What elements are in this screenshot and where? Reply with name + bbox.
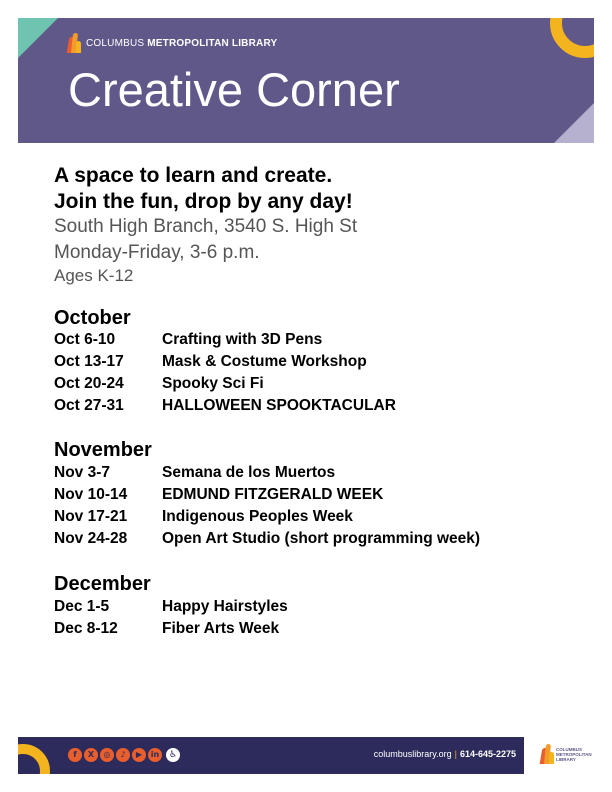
yellow-ring-shape bbox=[18, 744, 50, 774]
event-dates: Dec 8-12 bbox=[54, 620, 118, 637]
event-title: Happy Hairstyles bbox=[162, 598, 288, 615]
schedule-row bbox=[54, 375, 574, 395]
event-dates: Oct 20-24 bbox=[54, 375, 124, 392]
logo-wordmark: COLUMBUS METROPOLITAN LIBRARY bbox=[86, 37, 278, 49]
flame-logo-icon bbox=[541, 744, 553, 764]
schedule-row bbox=[54, 464, 574, 484]
accessibility-icon[interactable]: ♿ bbox=[166, 748, 180, 762]
event-title: EDMUND FITZGERALD WEEK bbox=[162, 486, 384, 503]
linkedin-icon[interactable]: in bbox=[148, 748, 162, 762]
event-dates: Oct 13-17 bbox=[54, 353, 124, 370]
event-title: HALLOWEEN SPOOKTACULAR bbox=[162, 397, 396, 414]
schedule-row bbox=[54, 508, 574, 528]
x-icon[interactable]: X bbox=[84, 748, 98, 762]
tiktok-icon[interactable]: ♪ bbox=[116, 748, 130, 762]
event-dates: Oct 27-31 bbox=[54, 397, 124, 414]
tagline-line-2: Join the fun, drop by any day! bbox=[54, 190, 353, 213]
event-title: Semana de los Muertos bbox=[162, 464, 336, 481]
hours-text: Monday-Friday, 3-6 p.m. bbox=[54, 242, 260, 263]
page-title: Creative Corner bbox=[68, 63, 400, 116]
instagram-icon[interactable]: ◎ bbox=[100, 748, 114, 762]
event-dates: Dec 1-5 bbox=[54, 598, 110, 615]
schedule-row bbox=[54, 331, 574, 351]
schedule-row bbox=[54, 486, 574, 506]
event-title: Indigenous Peoples Week bbox=[162, 508, 353, 525]
separator: | bbox=[454, 749, 457, 759]
contact-info bbox=[374, 749, 516, 759]
teal-corner-shape bbox=[18, 18, 58, 58]
schedule-row bbox=[54, 598, 574, 618]
website-link[interactable]: columbuslibrary.org bbox=[373, 749, 452, 759]
event-title: Spooky Sci Fi bbox=[162, 375, 264, 392]
event-dates: Oct 6-10 bbox=[54, 331, 116, 348]
tagline-line-1: A space to learn and create. bbox=[54, 164, 333, 187]
event-title: Open Art Studio (short programming week) bbox=[162, 530, 481, 547]
yellow-ring-shape bbox=[550, 18, 594, 58]
month-heading-november: November bbox=[54, 439, 152, 461]
month-heading-december: December bbox=[54, 573, 151, 595]
header-banner bbox=[18, 18, 594, 143]
youtube-icon[interactable]: ▶ bbox=[132, 748, 146, 762]
footer-logo-wordmark: COLUMBUS METROPOLITAN LIBRARY bbox=[556, 746, 592, 762]
event-dates: Nov 10-14 bbox=[54, 486, 128, 503]
month-heading-october: October bbox=[54, 307, 131, 329]
phone-number[interactable]: 614-645-2275 bbox=[459, 749, 516, 759]
event-title: Mask & Costume Workshop bbox=[162, 353, 367, 370]
ages-text: Ages K-12 bbox=[54, 266, 134, 285]
footer-bar bbox=[18, 737, 594, 774]
event-title: Fiber Arts Week bbox=[162, 620, 280, 637]
flame-logo-icon bbox=[68, 33, 80, 53]
schedule-row bbox=[54, 530, 574, 550]
event-dates: Nov 3-7 bbox=[54, 464, 110, 481]
footer-logo-panel bbox=[524, 737, 594, 774]
footer-library-logo[interactable] bbox=[541, 744, 592, 764]
schedule-row bbox=[54, 620, 574, 640]
social-links bbox=[68, 748, 180, 762]
event-dates: Nov 17-21 bbox=[54, 508, 128, 525]
lavender-corner-shape bbox=[554, 103, 594, 143]
schedule-row bbox=[54, 353, 574, 373]
event-title: Crafting with 3D Pens bbox=[162, 331, 323, 348]
schedule-row bbox=[54, 397, 574, 417]
library-logo[interactable] bbox=[68, 33, 277, 53]
event-dates: Nov 24-28 bbox=[54, 530, 128, 547]
facebook-icon[interactable]: f bbox=[68, 748, 82, 762]
location-text: South High Branch, 3540 S. High St bbox=[54, 216, 358, 237]
